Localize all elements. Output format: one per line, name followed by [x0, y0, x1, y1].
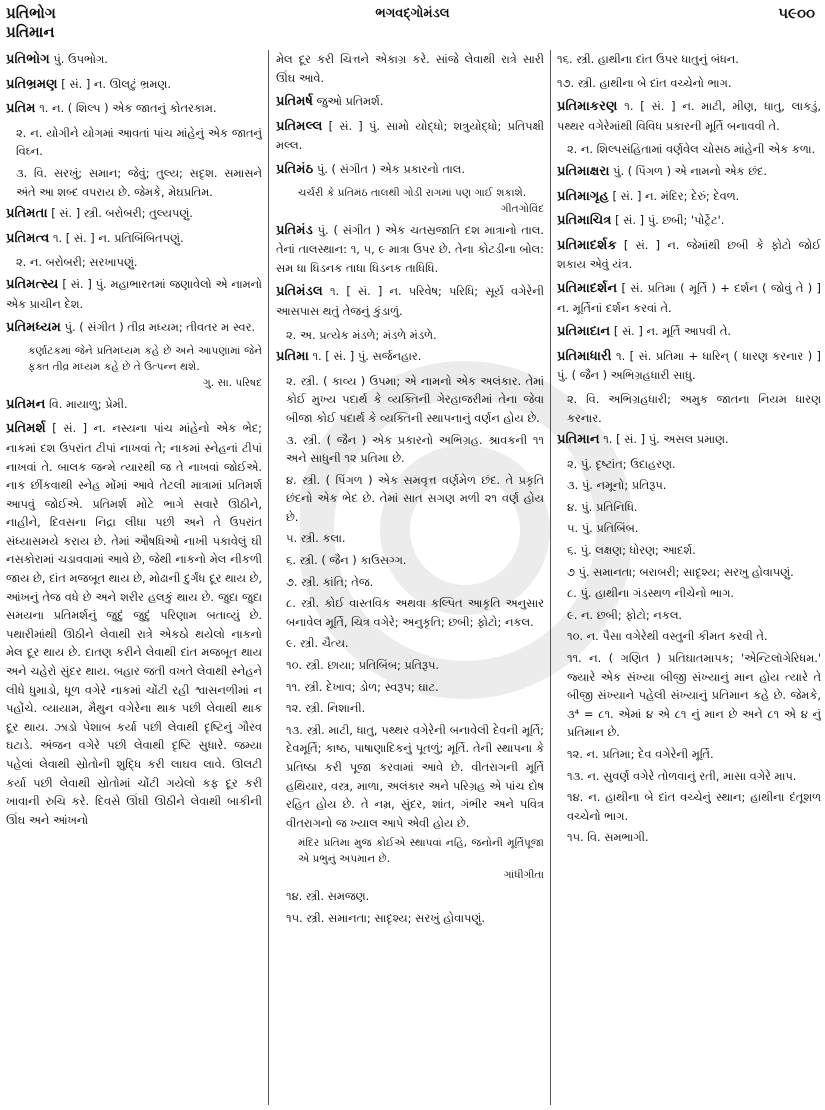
- sense-item: ૫. સ્ત્રી. કલા.: [286, 531, 346, 546]
- headword: પ્રતિમાકરણ: [557, 99, 618, 115]
- sense-item: ૯. સ્ત્રી. ચૈત્ય.: [286, 636, 349, 651]
- sense-item: ૧૧. ન. ( ગણિત ) પ્રતિઘાતમાપક; 'એન્ટિલૉગેરિધમ.' જ્યારે એક સંખ્યા બીજી સંખ્યાનું માન હોય ત્યારે તે બીજી સંખ્યાને પહેલી સંખ્યાનું પ્રતિમાન કહે છે. જેમકે, ૩⁴ = ૮૧. એમાં ૪ એ ૮૧ નું માન છે અને ૮૧ એ ૪ નું પ્રતિમાન છે.: [567, 651, 821, 740]
- entry-definition: ૧. [ સં. ] ન. માટી, મીણ, ધાતુ, લાકડું, પથ્થર વગેરેમાંથી વિવિધ પ્રકારની મૂર્તિ બનાવવી તે.: [557, 99, 821, 133]
- citation-quote: [276, 185, 544, 217]
- headword: પ્રતિમર્ષ: [276, 94, 313, 110]
- sense-item: ૧૨. સ્ત્રી. નિશાની.: [286, 701, 366, 716]
- headword: પ્રતિમત્સ્ય: [6, 276, 59, 292]
- entry-definition: [ સં. ] પું. સામો યોદ્ધો; શત્રુયોદ્ધો; પ્રતિપક્ષી મલ્લ.: [276, 118, 544, 153]
- entry-definition: ૧. ન. ( શિલ્પ ) એક જાતનું કોતરકામ.: [39, 101, 217, 116]
- dictionary-entry: [557, 236, 821, 274]
- dictionary-entry: [276, 221, 544, 278]
- headword: પ્રતિમાચિત્ર: [557, 213, 612, 229]
- sense-item: ૩. પું. નમૂનો; પ્રતિરૂપ.: [567, 478, 667, 493]
- headword: પ્રતિમાદર્શક: [557, 237, 617, 253]
- sense-item: ૧૧. સ્ત્રી. દેખાવ; ડોળ; સ્વરૂપ; ઘાટ.: [286, 679, 439, 694]
- sense-item: ૮. પું. હાથીના ગંડસ્થળ નીચેનો ભાગ.: [567, 586, 735, 601]
- dictionary-entry: [276, 117, 544, 155]
- sense-item: ૩. સ્ત્રી. ( જૈન ) એક પ્રકારનો અભિગ્રહ. શ્રાવકની ૧૧ અને સાધુની ૧૨ પ્રતિમા છે.: [286, 432, 544, 466]
- headword: પ્રતિમાદાન: [557, 324, 611, 340]
- headword: પ્રતિમન: [6, 396, 46, 412]
- headword: પ્રતિભોગ: [6, 52, 50, 67]
- sense-item: ૪. પું. પ્રતિનિધિ.: [567, 499, 638, 514]
- dictionary-entry: [6, 50, 262, 70]
- citation-quote: [6, 343, 262, 391]
- headword: પ્રતિમધ્યમ: [6, 320, 61, 336]
- dictionary-entry: [276, 282, 544, 320]
- entry-definition: પું. ( સંગીત ) એક ચતસ્રજાતિ દશ માત્રાનો તાલ. તેનાં તાલસ્થાન: ૧, ૫, ૯ માત્રા ઉપર છે. તેના કોટડીના બોલ: સમ ધા ધિડનક તાધા ધિડનક તાધિધિ.: [276, 222, 544, 275]
- guide-word-first: પ્રતિભોગ: [6, 4, 56, 22]
- headword: પ્રતિમાધારી: [557, 348, 612, 364]
- dictionary-entry: [557, 430, 821, 450]
- entry-definition: જુઓ પ્રતિમર્શ.: [316, 94, 384, 109]
- headword: પ્રતિમાદર્શન: [557, 280, 618, 296]
- dictionary-entry: [557, 322, 821, 342]
- headword: પ્રતિમલ્લ: [276, 118, 323, 134]
- headword: પ્રતિમર્શ: [6, 421, 46, 437]
- entry-definition: [ સં. ] ન. જેમાંથી છબી કે ફોટો જોઈ શકાય એવું યંત્ર.: [557, 237, 821, 272]
- entry-definition: [ સં. ] ન. નસ્યના પાંચ માંહેનો એક ભેદ; નાકમાં દશ ઉપરાંત ટીપાં નાખવાં તે; નાકમાં સ્નેહનાં ટીપાં નાખવાં તે. બાલક જન્મે ત્યારથી જ તે નાખવાં જોઈએ. નાક છીંકવાથી સ્નેહ મોંમાં આવે તેટલી માત્રામાં પ્રતિમર્શ આપવું જોઈએ. પ્રતિમર્શ મોટે ભાગે સવારે ઊઠીને, નાહીને, દિવસના નિદ્રા લીધા પછી અને તે ઉપરાંત સંધ્યાસમયે કરાય છે. તેમાં ઔષધિઓ નાખી પકાવેલું ઘી નસકોરામાં ચડાવવામાં આવે છે, જેથી નાકનો મેલ નીકળી જાય છે, દાંત મજબૂત થાય છે, મોઢાની દુર્ગંધ દૂર થાય છે, આંખનું તેજ વધે છે અને શરીર હલકું થાય છે. જુદા જુદા સમયના પ્રતિમર્શનું જુદું જુદું પરિણામ બતાવ્યું છે. પથારીમાંથી ઊઠીને લેવાથી રાત્રે એકઠો થયેલો નાકનો મેલ દૂર થાય છે. દાતણ કરીને લેવાથી દાંત મજબૂત થાય અને ચહેરો સુંદર થાય. બહાર જતી વખતે લેવાથી સ્નેહને લીધે ધુમાડો, ધૂળ વગેરે નાકમાં ચોંટી રહી શ્વાસનળીમાં ન પહોંચે. વ્યાયામ, મૈથુન વગેરેના થાક પછી લેવાથી થાક દૂર થાય. ઝાડો પેશાબ કર્યા પછી લેવાથી દૃષ્ટિનું ગૌરવ ઘટાડે. અંજન વગેરે પછી લેવાથી દૃષ્ટિ સુધારે. જમ્યા પહેલાં લેવાથી સ્રોતોની શુદ્ધિ કરી લાઘવ લાવે. ઊલટી કર્યા પછી લેવાથી સ્રોતોમાં ચોંટી ગયેલો કફ દૂર કરી ખાવાની રુચિ કરે. દિવસે ઊંઘી ઊઠીને લેવાથી બાકીની ઊંઘ અને આંખનો: [6, 421, 262, 827]
- dictionary-entry: [6, 275, 262, 313]
- headword: પ્રતિમંડ: [276, 222, 313, 238]
- sense-item: ૧૪. ન. હાથીના બે દાંત વચ્ચેનું સ્થાન; હાથીના દંતૂશળ વચ્ચેનો ભાગ.: [567, 790, 821, 823]
- quote-text: ચર્ચરી કે પ્રતિમંઠ તાલથી ગોડી રાગમાં પણ ગાઈ શકાશે.: [298, 186, 527, 199]
- sense-item: ૭ પું. સમાનતા; બરાબરી; સાદૃશ્ય; સરખુ હોવાપણું.: [567, 564, 794, 579]
- entry-definition: ૧. [ સં. ] પું. અસલ પ્રમાણ.: [603, 432, 729, 447]
- sense-item: ૮. સ્ત્રી. કોઈ વાસ્તવિક અથવા કલ્પિત આકૃતિ અનુસાર બનાવેલ મૂર્તિ, ચિત્ર વગેરે; અનુકૃતિ; છબી; ફોટો; નકલ.: [286, 596, 544, 629]
- dictionary-entry: [6, 419, 262, 829]
- entry-definition: ૧. [ સં. પ્રતિમા + ધારિન્ ( ધારણ કરનાર ) ] પું. ( જૈન ) અભિગ્રહધારી સાધુ.: [557, 348, 821, 383]
- sense-item: ૨. વિ. અભિગ્રહધારી; અમુક જાતના નિયમ ધારણ કરનાર.: [567, 391, 821, 425]
- page-number: ૫૯૦૦: [778, 4, 815, 22]
- sense-item: ૬. સ્ત્રી. ( જૈન ) કાઉસગ્ગ.: [286, 553, 407, 568]
- sense-item: ૭. સ્ત્રી. કાંતિ; તેજ.: [286, 574, 374, 589]
- dictionary-entry: [6, 395, 262, 415]
- sense-item: ૩. વિ. સરખું; સમાન; જેવું; તુલ્ય; સદૃશ. સમાસને અંતે આ શબ્દ વપરાય છે. જેમકે, મેઘપ્રતિમ.: [16, 165, 262, 199]
- sense-item: ૧૬. સ્ત્રી. હાથીના દાંત ઉપર ધાતુનું બંધન.: [557, 52, 739, 66]
- dictionary-entry: [557, 187, 821, 207]
- headword: પ્રતિમાગૃહ: [557, 188, 609, 204]
- quote-source: ગીતગોવિંદ: [500, 202, 544, 215]
- sense-item: ૧૩. સ્ત્રી. માટી, ધાતુ, પથ્થર વગેરેની બનાવેલી દેવની મૂર્તિ; દેવમૂર્તિ; કાષ્ઠ, પાષાણાદિકનું પૂતળું; મૂર્તિ. તેની સ્થાપના કે પ્રતિષ્ઠા કરી પૂજા કરવામાં આવે છે. વીતરાગની મૂર્તિ હથિયાર, વસ્ત્ર, માળા, અલંકાર અને પરિગ્રહ એ પાંચ દોષ રહિત હોય છે. તે નમ્ર, સુંદર, શાંત, ગંભીર અને પવિત્ર વીતરાગનો જ ખ્યાલ આપે એવી હોય છે.: [286, 722, 544, 830]
- dictionary-entry: [6, 99, 262, 119]
- headword: પ્રતિમતા: [6, 206, 48, 222]
- entry-definition: પું. ( સંગીત ) તીવ્ર મધ્યમ; તીવતર મ સ્વર.: [64, 320, 256, 335]
- entry-definition: [ સં. ] પું. મહાભારતમાં જણાવેલો એ નામનો એક પ્રાચીન દેશ.: [6, 276, 262, 311]
- sense-item: ૨. ન. શિલ્પસંહિતામાં વર્ણવેલ ચોસઠ માંહેની એક કળા.: [567, 142, 816, 157]
- column-divider: [268, 50, 269, 1105]
- quote-source: ગુ. સા. પરિષદ: [203, 376, 262, 389]
- dictionary-entry: [557, 211, 821, 231]
- column-divider: [550, 50, 551, 1105]
- dictionary-entry: [276, 92, 544, 112]
- dictionary-entry: [276, 160, 544, 180]
- guide-word-last: પ્રતિમાન: [6, 23, 55, 41]
- sense-item: ૫. પું. પ્રતિબિંબ.: [567, 521, 639, 536]
- headword: પ્રતિમાન: [557, 432, 600, 448]
- headword: પ્રતિમત્વ: [6, 230, 50, 246]
- dictionary-entry: [6, 318, 262, 338]
- sense-item: ૨. ન. બરોબરી; સરખાપણું.: [16, 255, 138, 270]
- headword: પ્રતિમંડલ: [276, 284, 323, 300]
- sense-item: ૨. સ્ત્રી. ( કાવ્ય ) ઉપમા; એ નામનો એક અલંકાર. તેમાં કોઈ મુખ્ય પદાર્થ કે વ્યક્તિની ગેરહાજરીમાં તેના જેવા બીજા કોઈ પદાર્થ કે વ્યક્તિની સ્થાપનાનું વર્ણન હોય છે.: [286, 373, 544, 425]
- headword: પ્રતિમા: [276, 349, 309, 365]
- entry-definition: [ સં. ] ન. ઊલટું ભ્રમણ.: [61, 76, 171, 91]
- citation-quote: [276, 835, 544, 883]
- column-2: [276, 50, 544, 1108]
- dictionary-entry: [6, 229, 262, 249]
- sense-item: ૧૦. સ્ત્રી. છાયા; પ્રતિબિંબ; પ્રતિરૂપ.: [286, 658, 440, 673]
- quote-text: મંદિર પ્રતિમા મુજ કોઈએ સ્થાપવાં નહિ, જનોની મૂર્તિપૂજા એ પ્રભુનું અપમાન છે.: [298, 837, 544, 866]
- sense-item: ૧૦. ન. પૈસા વગેરેથી વસ્તુની કીમત કરવી તે.: [567, 629, 768, 644]
- headword: પ્રતિભ્રમણ: [6, 76, 58, 92]
- dictionary-entry: [557, 162, 821, 182]
- sense-item: ૨. પું. દૃષ્ટાંત; ઉદાહરણ.: [567, 456, 676, 471]
- entry-definition: વિ. માયાળુ; પ્રેમી.: [49, 396, 128, 411]
- quote-source: ગાંધીગીતા: [503, 869, 544, 882]
- dictionary-entry: [6, 204, 262, 224]
- entry-definition: પું. ( સંગીત ) એક પ્રકારનો તાલ.: [316, 161, 465, 176]
- page-header: [0, 0, 825, 48]
- sense-item: ૪. સ્ત્રી. ( પિંગળ ) એક સમવૃત્ત વર્ણમેળ છંદ. તે પ્રકૃતિ છંદનો એક ભેદ છે. તેમાં સાત સગણ મળી ૨૧ વર્ણ હોય છે.: [286, 472, 544, 524]
- dictionary-entry: [276, 347, 544, 367]
- entry-definition: ૧. [ સં. ] ન. પરિવેષ; પરિધિ; સૂર્ય વગેરેની આસપાસ થતું તેજનું કુંડાળું.: [276, 284, 544, 318]
- entry-definition: ૧. [ સં. ] પું. સર્જનહાર.: [312, 349, 422, 364]
- sense-item: ૧૩. ન. સુવર્ણ વગેરે તોળવાનું રતી, માસા વગેરે માપ.: [567, 768, 797, 783]
- quote-text: કર્ણાટકમાં જેને પ્રતિમધ્યમ કહે છે અને આપણામાં જેને ફક્ત તીવ્ર મધ્યમ કહે છે તે ઉત્પન્ન થશે.: [28, 344, 262, 373]
- sense-item: ૧૫. વિ. સમભાગી.: [567, 830, 649, 845]
- sense-item: ૧૭. સ્ત્રી. હાથીના બે દાંત વચ્ચેનો ભાગ.: [557, 75, 732, 90]
- continuation-text: મેલ દૂર કરી ચિત્તને એકાગ્ર કરે. સાંજે લેવાથી રાત્રે સારી ઊંઘ આવે.: [276, 52, 544, 85]
- sense-item: ૧૨. ન. પ્રતિમા; દેવ વગેરેની મૂર્તિ.: [567, 747, 714, 761]
- entry-definition: પું. ( પિંગળ ) એ નામનો એક છંદ.: [613, 163, 768, 178]
- sense-item: ૨. ન. યોગીને યોગમાં આવતાં પાંચ માંહેનું એક જાતનું વિઘ્ન.: [16, 125, 262, 159]
- entry-definition: પું. ઉપભોગ.: [53, 52, 108, 66]
- headword: પ્રતિમ: [6, 101, 36, 117]
- column-3: [557, 50, 821, 1108]
- entry-definition: [ સં. ] સ્ત્રી. બરોબરી; તુલ્યપણું.: [51, 206, 193, 221]
- dictionary-entry: [557, 347, 821, 385]
- dictionary-entry: [557, 279, 821, 317]
- sense-item: ૨. અ. પ્રત્યેક મંડળે; મંડળે મંડળે.: [286, 327, 437, 342]
- sense-item: ૧૪. સ્ત્રી. સમજણ.: [286, 889, 370, 904]
- entry-definition: [ સં. ] ન. મૂર્તિ આપવી તે.: [613, 324, 732, 339]
- column-1: [6, 50, 262, 1108]
- sense-item: ૬. પું. લક્ષણ; ધોરણ; આદર્શ.: [567, 543, 696, 558]
- entry-definition: [ સં. પ્રતિમા ( મૂર્તિ ) + દર્શન ( જોવું તે ) ] ન. મૂર્તિનાં દર્શન કરવાં તે.: [557, 280, 821, 315]
- dictionary-entry: [557, 97, 821, 135]
- entry-definition: [ સં. ] ન. મંદિર; દેરું; દેવળ.: [612, 188, 740, 203]
- running-title: ભગવદ્ગોમંડલ: [375, 6, 450, 21]
- entry-definition: [ સં. ] પું. છબી; 'પોર્ટ્રેટ'.: [615, 213, 725, 228]
- dictionary-entry: [6, 75, 262, 95]
- entry-definition: ૧. [ સં. ] ન. પ્રતિબિંબિતપણું.: [52, 230, 184, 245]
- headword: પ્રતિમાક્ષરા: [557, 163, 610, 179]
- headword: પ્રતિમંઠ: [276, 161, 314, 177]
- sense-item: ૧૫. સ્ત્રી. સમાનતા; સાદૃશ્ય; સરખું હોવાપણું.: [286, 910, 485, 925]
- sense-item: ૯. ન. છબી; ફોટો; નકલ.: [567, 607, 683, 622]
